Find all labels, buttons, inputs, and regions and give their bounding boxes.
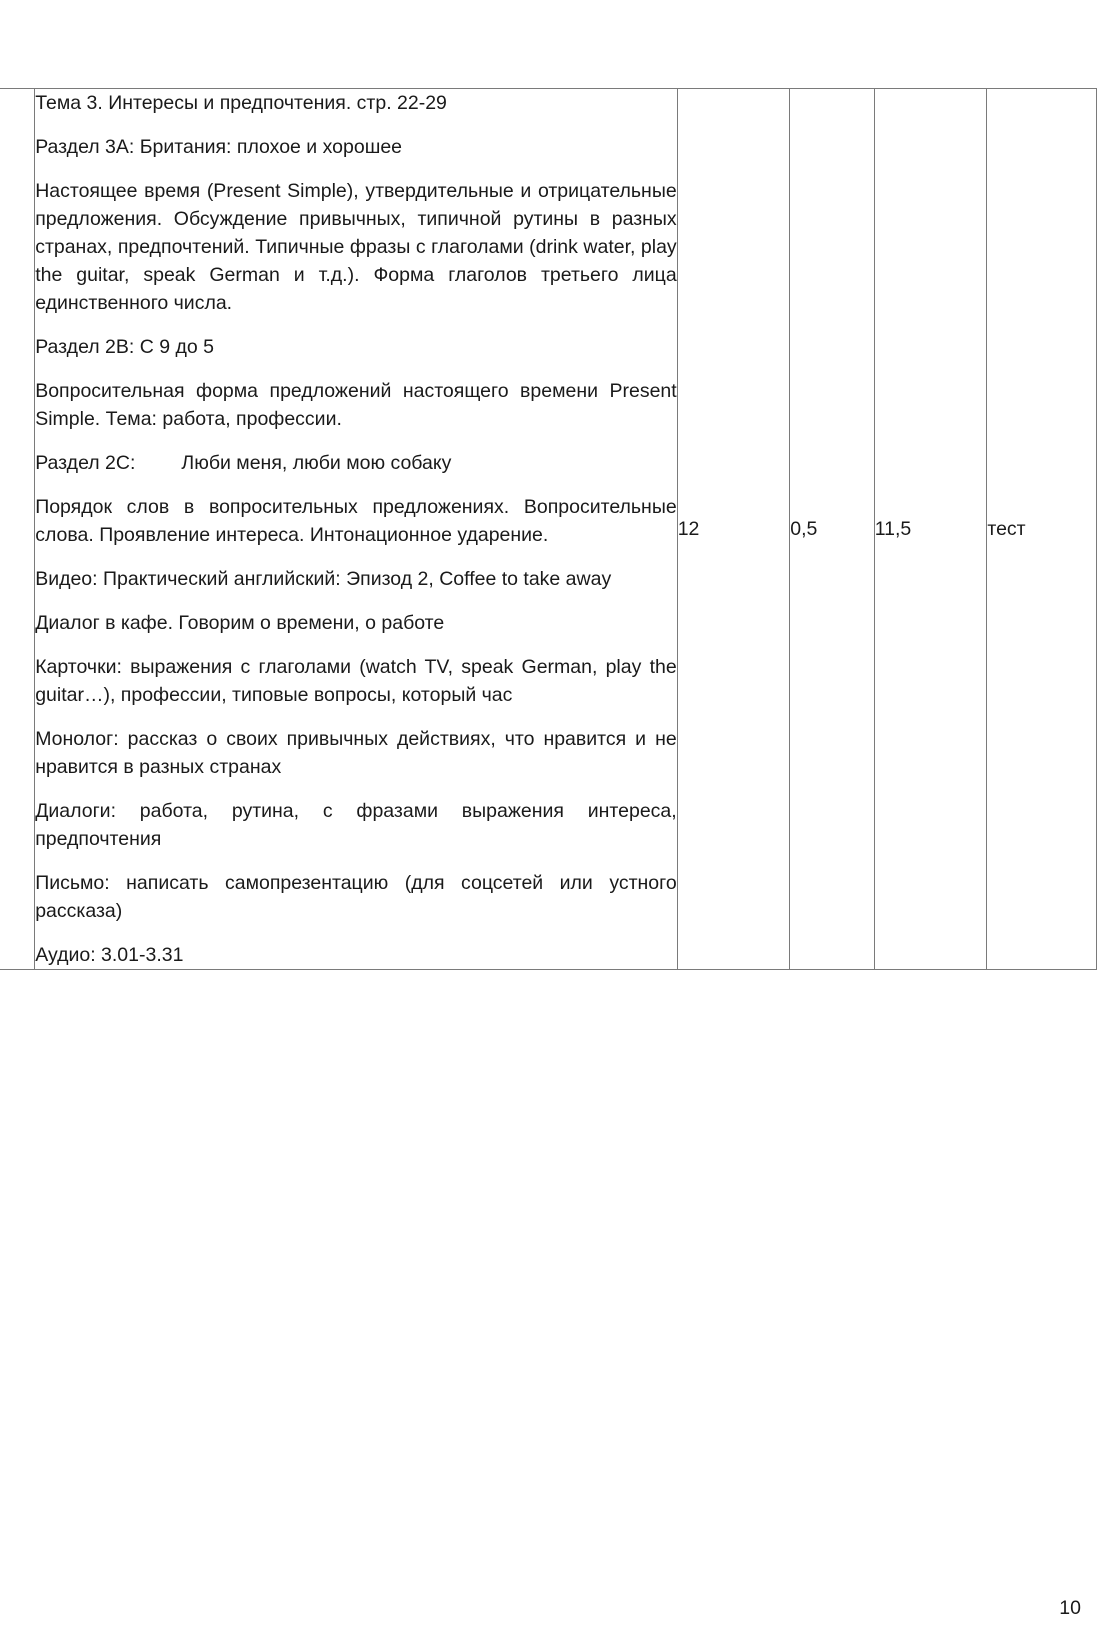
topic-heading: Тема 3. Интересы и предпочтения. стр. 22-29 <box>35 92 447 114</box>
section-2b-description: Вопросительная форма предложений настоящего времени Present Simple. Тема: работа, профессии. <box>35 380 677 430</box>
section-2c-heading <box>35 449 677 477</box>
content-cell <box>35 89 678 970</box>
writing-line: Письмо: написать самопрезентацию (для соцсетей или устного рассказа) <box>35 872 677 922</box>
section-2c-title: Люби меня, люби мою собаку <box>181 452 452 474</box>
table-row <box>0 89 1097 970</box>
cards-line: Карточки: выражения с глаголами (watch TV, speak German, play the guitar…), профессии, типовые вопросы, который час <box>35 656 677 706</box>
section-2b-heading: Раздел 2В: С 9 до 5 <box>35 336 214 358</box>
section-3a-heading: Раздел 3А: Британия: плохое и хорошее <box>35 136 403 158</box>
section-3a-description: Настоящее время (Present Simple), утвердительные и отрицательные предложения. Обсуждение привычных, типичной рутины в разных странах, предпочтений. Типичные фразы с глаголами (drink water, play the guitar, speak German и т.д.). Форма глаголов третьего лица единственного числа. <box>35 180 677 314</box>
hours-practice-cell: 11,5 <box>874 89 987 970</box>
monologue-line: Монолог: рассказ о своих привычных действиях, что нравится и не нравится в разных странах <box>35 728 677 778</box>
dialogues-line: Диалоги: работа, рутина, с фразами выражения интереса, предпочтения <box>35 800 677 850</box>
video-line: Видео: Практический английский: Эпизод 2, Coffee to take away <box>35 568 612 590</box>
page-number: 10 <box>1059 1597 1081 1619</box>
hours-total-cell: 12 <box>677 89 790 970</box>
curriculum-table <box>0 88 1097 970</box>
blank-cell <box>0 89 35 970</box>
assessment-cell: тест <box>987 89 1097 970</box>
hours-lecture-cell: 0,5 <box>790 89 874 970</box>
section-2c-label: Раздел 2С: <box>35 452 136 474</box>
audio-line: Аудио: 3.01-3.31 <box>35 944 184 966</box>
dialog-cafe-line: Диалог в кафе. Говорим о времени, о работе <box>35 612 445 634</box>
section-2c-description: Порядок слов в вопросительных предложениях. Вопросительные слова. Проявление интереса. Интонационное ударение. <box>35 496 677 546</box>
